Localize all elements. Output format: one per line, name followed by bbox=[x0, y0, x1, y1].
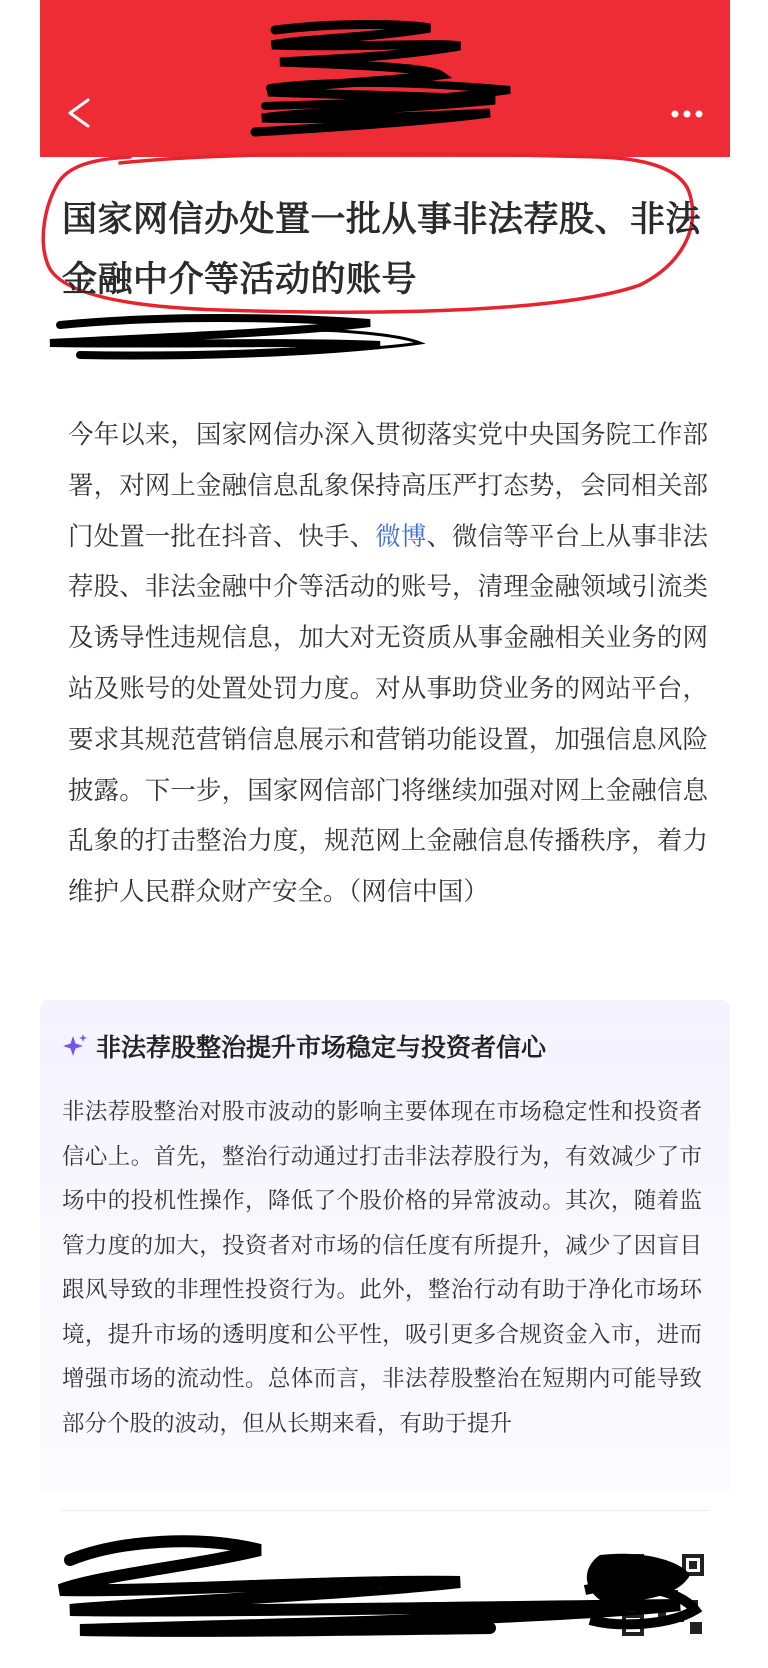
article-title: 国家网信办处置一批从事非法荐股、非法金融中介等活动的账号 bbox=[62, 200, 702, 300]
sparkle-icon bbox=[62, 1033, 88, 1059]
redaction-scribble bbox=[40, 0, 730, 157]
ai-summary-header bbox=[62, 1028, 546, 1064]
share-footer bbox=[40, 1520, 730, 1668]
redaction-scribble-footer bbox=[40, 1520, 730, 1668]
top-navigation-bar bbox=[40, 0, 730, 157]
app-screen bbox=[40, 0, 730, 1668]
article-title-block bbox=[62, 190, 712, 310]
article-body-part: 今年以来，国家网信办深入贯彻落实党中央国务院工作部署，对网上金融信息乱象保持高压严打态势，会同相关部门处置一批在抖音、快手、 bbox=[68, 420, 708, 552]
divider bbox=[62, 1510, 708, 1511]
ai-summary-title: 非法荐股整治提升市场稳定与投资者信心 bbox=[96, 1033, 547, 1062]
article-body bbox=[68, 410, 708, 918]
article-body-part: 、微信等平台上从事非法荐股、非法金融中介等活动的账号，清理金融领域引流类及诱导性违规信息，加大对无资质从事金融相关业务的网站及账号的处置处罚力度。对从事助贷业务的网站平台，要求其规范营销信息展示和营销功能设置，加强信息风险披露。下一步，国家网信部门将继续加强对网上金融信息乱象的打击整治力度，规范网上金融信息传播秩序，着力维护人民群众财产安全。（网信中国） bbox=[68, 521, 708, 908]
redaction-scribble-meta bbox=[40, 305, 460, 365]
ai-summary-fade bbox=[40, 1450, 730, 1490]
article-meta bbox=[70, 335, 470, 365]
weibo-link[interactable]: 微博 bbox=[375, 521, 427, 552]
ai-summary-text: 非法荐股整治对股市波动的影响主要体现在市场稳定性和投资者信心上。首先，整治行动通过打击非法荐股行为，有效减少了市场中的投机性操作，降低了个股价格的异常波动。其次，随着监管力度的加大，投资者对市场的信任度有所提升，减少了因盲目跟风导致的非理性投资行为。此外，整治行动有助于净化市场环境，提升市场的透明度和公平性，吸引更多合规资金入市，进而增强市场的流动性。总体而言，非法荐股整治在短期内可能导致部分个股的波动，但从长期来看，有助于提升 bbox=[62, 1099, 702, 1437]
ai-summary-card[interactable] bbox=[40, 1000, 730, 1490]
